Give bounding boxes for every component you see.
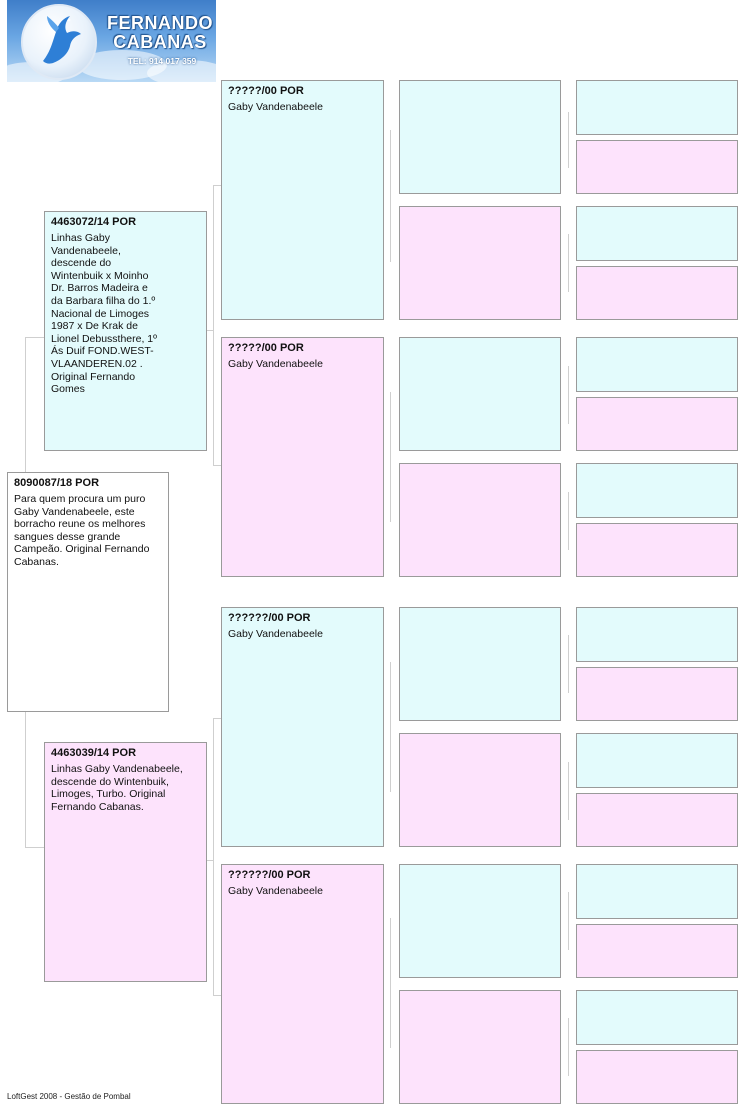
- connector-line: [568, 762, 569, 820]
- great-great-grandparent-card: [576, 266, 738, 320]
- great-grandparent-card: [399, 337, 561, 451]
- grandparent-ring: ??????/00 POR: [228, 869, 311, 881]
- connector-line: [25, 847, 45, 848]
- connector-line: [568, 112, 569, 168]
- great-great-grandparent-card: [576, 140, 738, 194]
- subject-ring: 8090087/18 POR: [14, 477, 100, 489]
- grandsire-maternal-card: [221, 607, 384, 847]
- grandparent-ring: ??????/00 POR: [228, 612, 311, 624]
- dam-ring: 4463039/14 POR: [51, 747, 137, 759]
- great-great-grandparent-card: [576, 924, 738, 978]
- grandparent-ring: ?????/00 POR: [228, 85, 304, 97]
- connector-line: [213, 185, 214, 465]
- dam-card: [44, 742, 207, 982]
- great-grandparent-card: [399, 733, 561, 847]
- great-great-grandparent-card: [576, 607, 738, 662]
- connector-line: [568, 492, 569, 550]
- connector-line: [568, 1018, 569, 1076]
- granddam-paternal-card: [221, 337, 384, 577]
- grandparent-ring: ?????/00 POR: [228, 342, 304, 354]
- great-grandparent-card: [399, 206, 561, 320]
- great-great-grandparent-card: [576, 80, 738, 135]
- great-grandparent-card: [399, 990, 561, 1104]
- connector-line: [207, 860, 213, 861]
- connector-line: [568, 366, 569, 424]
- connector-line: [390, 130, 391, 262]
- connector-line: [25, 337, 45, 338]
- grandsire-paternal-card: [221, 80, 384, 320]
- footer-text: LoftGest 2008 - Gestão de Pombal: [7, 1092, 131, 1101]
- logo-name: [107, 14, 213, 52]
- grandparent-description: Gaby Vandenabeele: [228, 885, 323, 897]
- great-great-grandparent-card: [576, 463, 738, 518]
- great-great-grandparent-card: [576, 523, 738, 577]
- great-great-grandparent-card: [576, 793, 738, 847]
- connector-line: [207, 330, 213, 331]
- logo-name-line2: CABANAS: [113, 32, 207, 52]
- great-great-grandparent-card: [576, 864, 738, 919]
- logo-name-line1: FERNANDO: [107, 13, 213, 33]
- great-great-grandparent-card: [576, 397, 738, 451]
- great-great-grandparent-card: [576, 1050, 738, 1104]
- grandparent-description: Gaby Vandenabeele: [228, 101, 323, 113]
- great-great-grandparent-card: [576, 206, 738, 261]
- great-great-grandparent-card: [576, 667, 738, 721]
- subject-description: Para quem procura um puro Gaby Vandenabeele, este borracho reune os melhores sangues desse grande Campeão. Original Fernando Cabanas.: [14, 493, 150, 568]
- connector-line: [390, 392, 391, 522]
- great-grandparent-card: [399, 80, 561, 194]
- dove-icon: [23, 6, 95, 78]
- connector-line: [390, 662, 391, 792]
- grandparent-description: Gaby Vandenabeele: [228, 628, 323, 640]
- sire-card: [44, 211, 207, 451]
- great-great-grandparent-card: [576, 990, 738, 1045]
- grandparent-description: Gaby Vandenabeele: [228, 358, 323, 370]
- breeder-logo: [7, 0, 216, 82]
- dam-description: Linhas Gaby Vandenabeele, descende do Wintenbuik, Limoges, Turbo. Original Fernando Cabanas.: [51, 763, 183, 813]
- logo-phone: TEL: 914 017 359: [127, 56, 197, 66]
- subject-card: [7, 472, 169, 712]
- sire-description: Linhas Gaby Vandenabeele, descende do Wintenbuik x Moinho Dr. Barros Madeira e da Barbara filha do 1.º Nacional de Limoges 1987 x De Krak de Lionel Debussthere, 1º Ás Duif FOND.WEST-VLAANDEREN.02 . Original Fernando Gomes: [51, 232, 157, 396]
- great-great-grandparent-card: [576, 337, 738, 392]
- great-grandparent-card: [399, 607, 561, 721]
- great-grandparent-card: [399, 463, 561, 577]
- great-grandparent-card: [399, 864, 561, 978]
- connector-line: [568, 234, 569, 292]
- connector-line: [213, 718, 214, 995]
- granddam-maternal-card: [221, 864, 384, 1104]
- connector-line: [568, 892, 569, 950]
- connector-line: [390, 918, 391, 1048]
- logo-badge: [21, 4, 97, 80]
- connector-line: [568, 635, 569, 693]
- sire-ring: 4463072/14 POR: [51, 216, 137, 228]
- great-great-grandparent-card: [576, 733, 738, 788]
